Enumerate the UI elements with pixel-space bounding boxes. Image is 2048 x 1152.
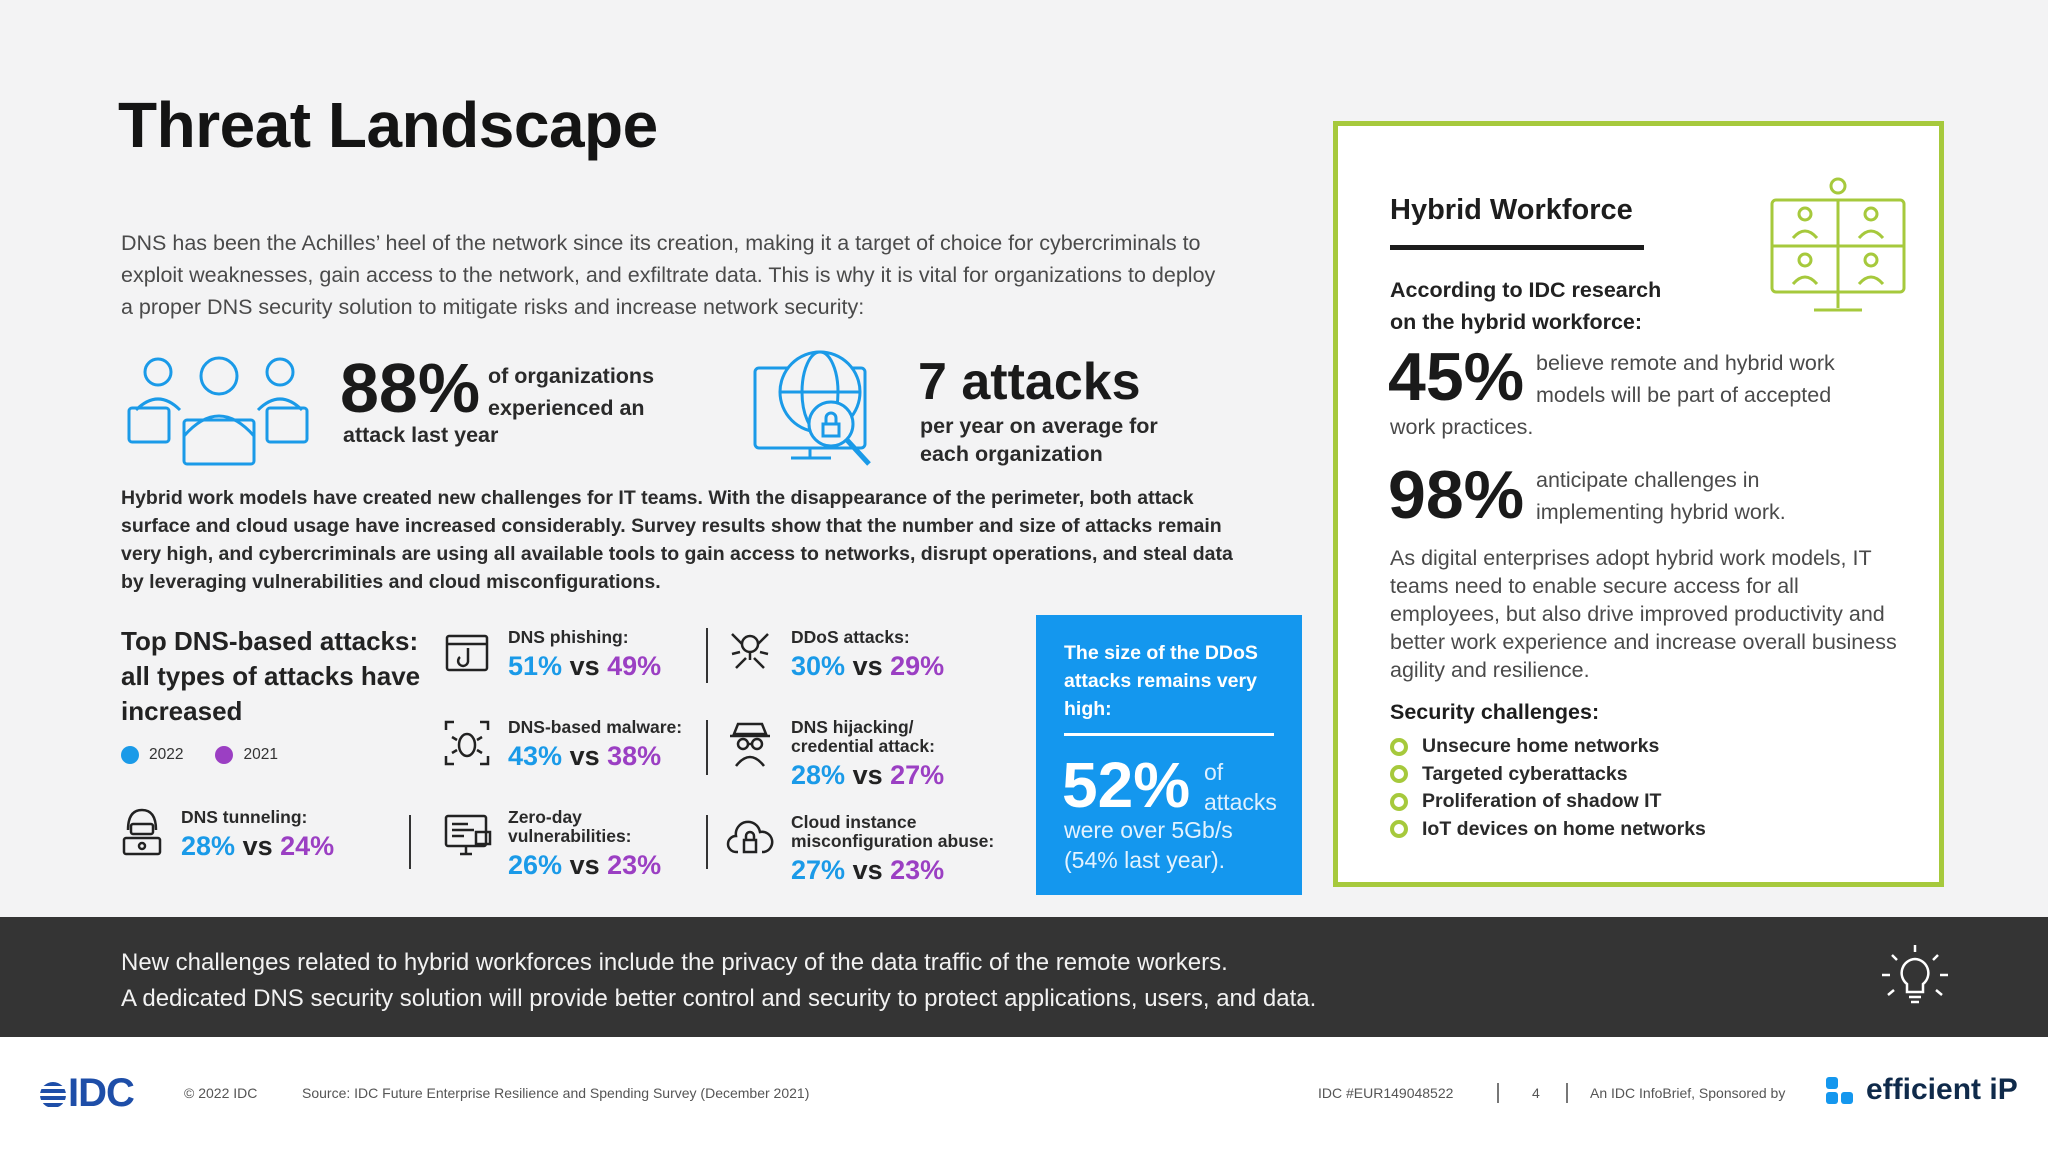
stat-88-bottom-text: attack last year: [343, 423, 499, 447]
value-2022: 30%: [791, 651, 846, 681]
divider: [706, 720, 708, 775]
copyright: © 2022 IDC: [184, 1085, 258, 1101]
value-2021: 27%: [890, 760, 945, 790]
top-dns-heading: Top DNS-based attacks: all types of attacks have increased: [121, 626, 421, 726]
value-2021: 23%: [890, 855, 945, 885]
conclusion-line-1: New challenges related to hybrid workforces include the privacy of the data traffic of the remote workers.: [121, 949, 1228, 976]
divider: [706, 815, 708, 869]
list-item: [1390, 761, 1706, 789]
vs-word: vs: [569, 651, 600, 681]
attack-label: DNS-based malware:: [508, 717, 683, 737]
stat-7-sub-text: per year on average for each organization: [920, 414, 1158, 466]
conclusion-band: [0, 917, 2048, 1037]
divider: [409, 815, 411, 869]
video-conference-icon: [1768, 176, 1908, 316]
attack-dns-tunneling: [181, 808, 334, 862]
ddos-heading: The size of the DDoS attacks remains very high:: [1064, 642, 1258, 720]
hybrid-45-continued: work practices.: [1390, 415, 1534, 439]
bullet-icon: [1390, 738, 1408, 756]
globe-lock-monitor-icon: [753, 346, 885, 472]
page-title: Threat Landscape: [118, 89, 658, 161]
vs-word: vs: [852, 855, 883, 885]
vs-word: vs: [569, 850, 600, 880]
security-challenges-heading: Security challenges:: [1390, 700, 1600, 724]
conclusion-line-2: A dedicated DNS security solution will provide better control and security to protect applications, users, and data.: [121, 985, 1317, 1012]
hybrid-98-percent: 98%: [1388, 457, 1525, 533]
doc-id: IDC #EUR149048522: [1318, 1085, 1454, 1101]
attack-label: DDoS attacks:: [791, 627, 910, 647]
ddos-of-attacks: of attacks: [1204, 759, 1277, 815]
vs-word: vs: [852, 760, 883, 790]
legend-2021-swatch: [215, 746, 233, 764]
ddos-52-percent: 52%: [1062, 749, 1191, 821]
hacker-icon: [120, 806, 164, 858]
legend: [121, 746, 278, 764]
source-note: Source: IDC Future Enterprise Resilience and Spending Survey (December 2021): [302, 1085, 810, 1101]
attack-label: Cloud instance misconfiguration abuse:: [791, 812, 995, 851]
challenge-text: Targeted cyberattacks: [1422, 762, 1628, 785]
phishing-hook-icon: [444, 628, 490, 674]
efficientip-logo: efficient iP: [1866, 1073, 2018, 1106]
legend-2022-label: 2022: [149, 746, 184, 763]
value-2022: 51%: [508, 651, 563, 681]
attack-label: DNS tunneling:: [181, 807, 308, 827]
bug-icon: [444, 720, 490, 766]
value-2021: 38%: [607, 741, 662, 771]
value-2022: 43%: [508, 741, 563, 771]
bullet-icon: [1390, 765, 1408, 783]
footer: [0, 1037, 2048, 1152]
stat-7-attacks: 7 attacks: [918, 353, 1141, 411]
ddos-divider: [1064, 733, 1274, 736]
attack-dns-malware: [508, 718, 682, 772]
hybrid-title-underline: [1390, 245, 1644, 250]
page-number: 4: [1532, 1085, 1540, 1101]
hybrid-workforce-panel: [1333, 121, 1944, 887]
footer-divider: [1566, 1083, 1568, 1103]
legend-2022-swatch: [121, 746, 139, 764]
efficientip-logo-icon: [1826, 1077, 1856, 1107]
value-2021: 24%: [280, 831, 335, 861]
footer-divider: [1497, 1083, 1499, 1103]
monitor-code-icon: [444, 812, 492, 858]
challenge-text: Proliferation of shadow IT: [1422, 790, 1662, 812]
attack-label: Zero-day vulnerabilities:: [508, 807, 632, 846]
hybrid-45-percent: 45%: [1388, 339, 1525, 415]
intro-paragraph: DNS has been the Achilles’ heel of the network since its creation, making it a target of choice for cybercriminals to exploit weaknesses, gain access to the network, and exfiltrate data. This is why it is vital for organizations to deploy a proper DNS security solution to mitigate risks and increase network security:: [121, 231, 1216, 319]
ddos-rest-text: were over 5Gb/s (54% last year).: [1064, 817, 1233, 873]
stat-88-side-text: of organizations experienced an: [488, 364, 655, 420]
list-item: [1390, 733, 1706, 761]
ddos-icon: [728, 628, 772, 674]
ddos-size-callout: [1036, 615, 1302, 895]
conclusion-text: [121, 945, 1821, 1017]
attack-label: DNS phishing:: [508, 627, 629, 647]
attack-ddos: [791, 628, 944, 682]
divider: [706, 628, 708, 683]
hybrid-title: Hybrid Workforce: [1390, 194, 1633, 226]
value-2022: 27%: [791, 855, 846, 885]
attack-zero-day: [508, 808, 688, 881]
cloud-lock-icon: [726, 816, 774, 860]
team-users-icon: [126, 350, 312, 468]
value-2021: 49%: [607, 651, 662, 681]
value-2022: 28%: [181, 831, 236, 861]
value-2022: 26%: [508, 850, 563, 880]
vs-word: vs: [569, 741, 600, 771]
challenge-text: IoT devices on home networks: [1422, 817, 1706, 840]
legend-2021-label: 2021: [243, 746, 278, 763]
idc-globe-icon: [40, 1082, 66, 1108]
lightbulb-icon: [1880, 943, 1950, 1013]
list-item: [1390, 788, 1706, 816]
challenge-text: Unsecure home networks: [1422, 735, 1660, 757]
attack-label: DNS hijacking/ credential attack:: [791, 717, 935, 756]
value-2022: 28%: [791, 760, 846, 790]
idc-logo: [40, 1071, 134, 1116]
sponsor-text: An IDC InfoBrief, Sponsored by: [1590, 1085, 1786, 1101]
bullet-icon: [1390, 820, 1408, 838]
attack-dns-phishing: [508, 628, 661, 682]
hybrid-challenges-paragraph: Hybrid work models have created new challenges for IT teams. With the disappearance of the perimeter, both attack surface and cloud usage have increased considerably. Survey results show that the number and size of attacks remain very high, and cybercriminals are using all available tools to gain access to networks, disrupt operations, and steal data by leveraging vulnerabilities and cloud misconfigurations.: [121, 487, 1233, 593]
value-2021: 29%: [890, 651, 945, 681]
list-item: [1390, 816, 1706, 844]
attack-dns-hijacking: [791, 718, 991, 791]
stat-88-percent: 88%: [340, 349, 481, 427]
vs-word: vs: [852, 651, 883, 681]
value-2021: 23%: [607, 850, 662, 880]
vs-word: vs: [242, 831, 273, 861]
hybrid-98-text: anticipate challenges in implementing hybrid work.: [1536, 468, 1786, 524]
attack-cloud-misconfiguration: [791, 813, 1011, 886]
bullet-icon: [1390, 793, 1408, 811]
spy-icon: [728, 720, 772, 768]
hybrid-according: According to IDC research on the hybrid workforce:: [1390, 278, 1662, 334]
idc-logo-text: IDC: [68, 1071, 134, 1115]
hybrid-45-text: believe remote and hybrid work models will be part of accepted: [1536, 351, 1835, 407]
security-challenges-list: [1390, 733, 1706, 843]
hybrid-paragraph: As digital enterprises adopt hybrid work models, IT teams need to enable secure access for all employees, but also drive improved productivity and better work experience and increase overall business agility and resilience.: [1390, 546, 1897, 682]
